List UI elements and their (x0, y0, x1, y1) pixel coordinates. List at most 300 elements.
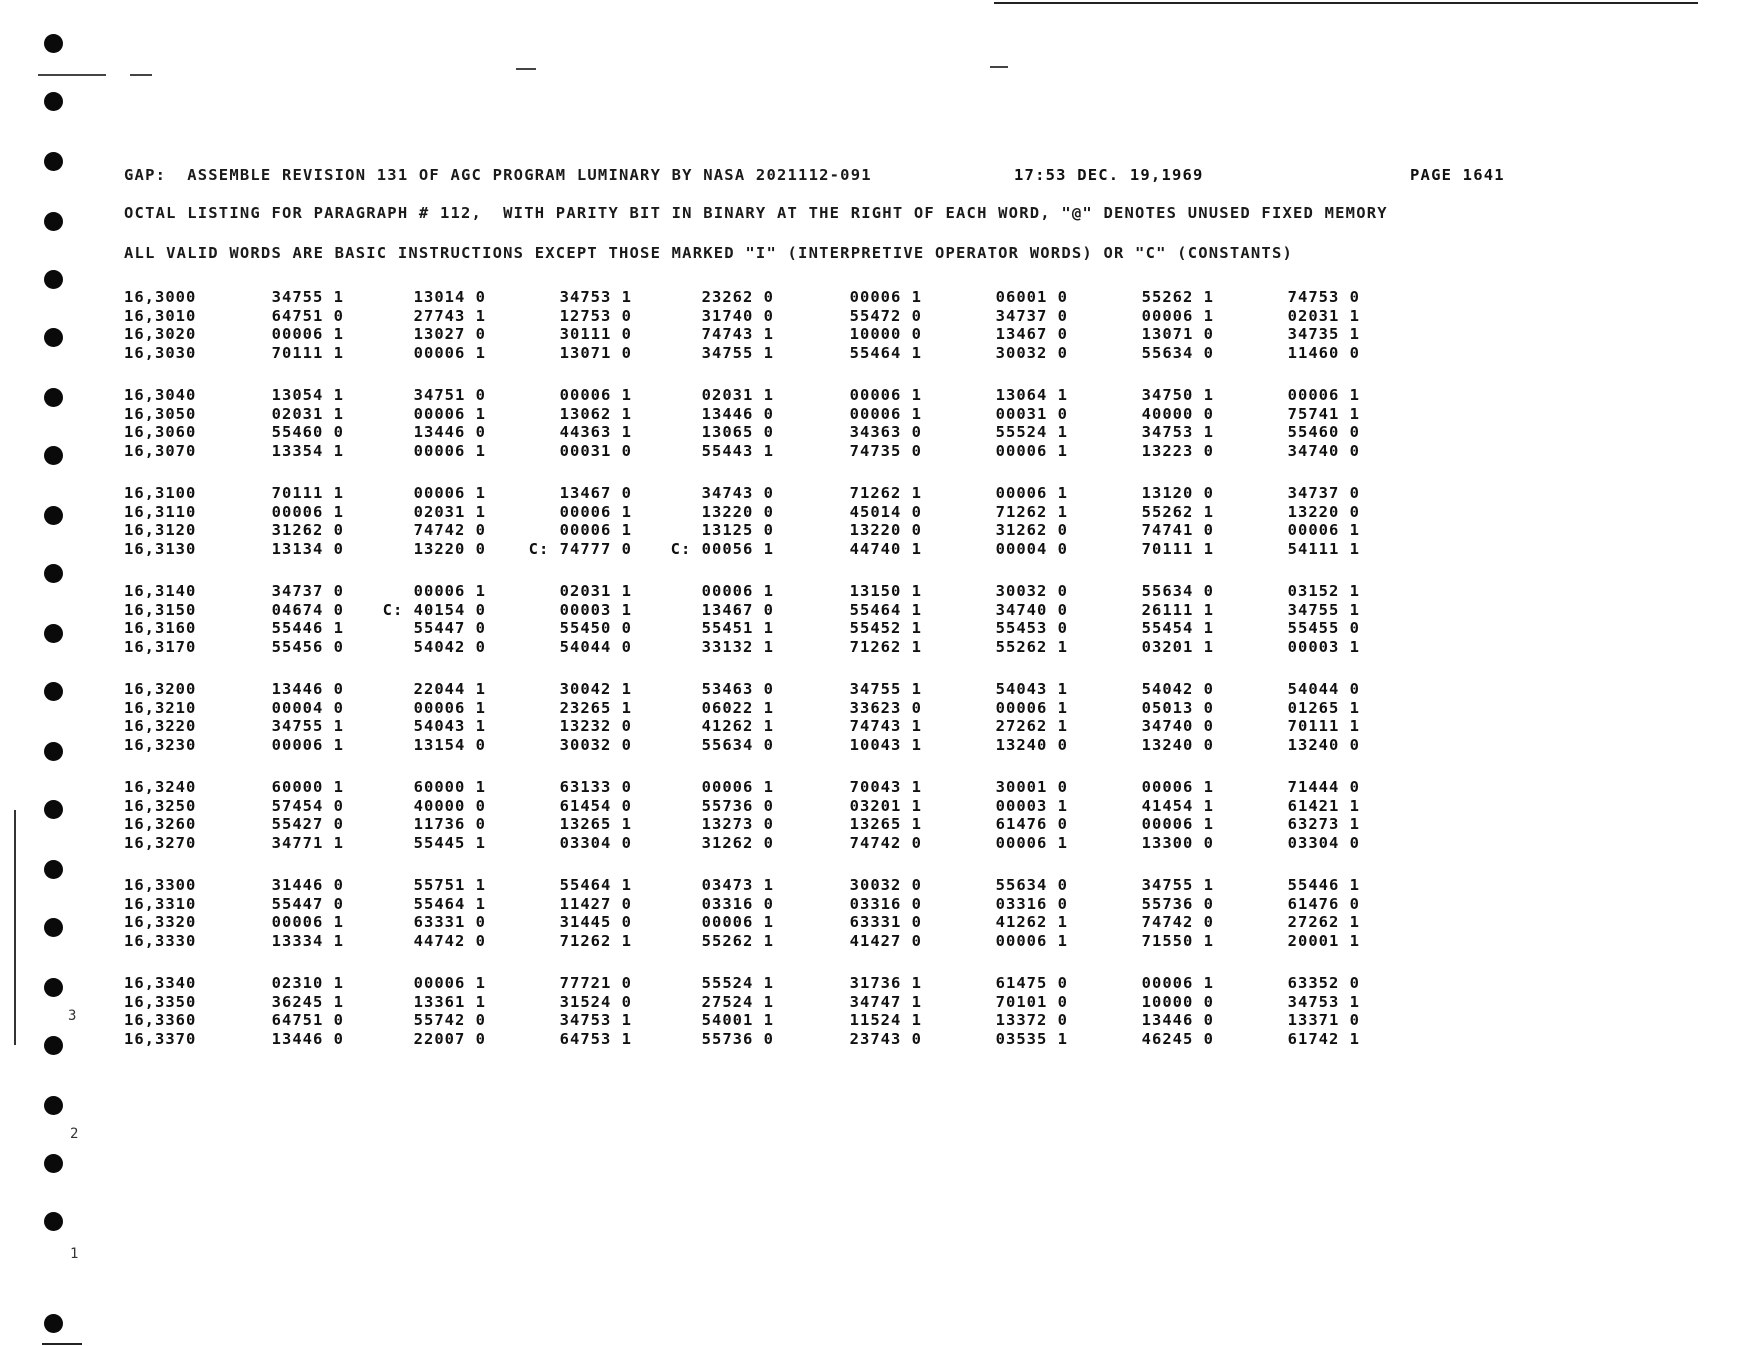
listing-block (124, 484, 1524, 582)
assembly-title: GAP: ASSEMBLE REVISION 131 OF AGC PROGRAM LUMINARY BY NASA 2021112-091 (124, 166, 872, 184)
octal-word-cell: 71262 1 (849, 637, 922, 656)
octal-word-cell: 20001 1 (1287, 931, 1360, 950)
feed-hole (44, 92, 63, 111)
address-cell: 16,3020 (124, 325, 197, 343)
octal-word-cell: 13361 1 (413, 992, 486, 1011)
octal-word-cell: 13154 0 (413, 735, 486, 754)
octal-word-cell: 03304 0 (1287, 833, 1360, 852)
address-cell: 16,3350 (124, 992, 197, 1011)
octal-word-cell: 13467 0 (559, 484, 632, 502)
octal-word-cell: 34737 0 (1287, 484, 1360, 502)
octal-word-cell: 71444 0 (1287, 778, 1360, 796)
octal-word-cell: 11427 0 (559, 894, 632, 913)
octal-word-cell: 00006 1 (413, 974, 486, 992)
octal-word-cell: 13120 0 (1141, 484, 1214, 502)
listing-row (124, 442, 1524, 461)
octal-word-cell: 63273 1 (1287, 815, 1360, 833)
octal-word-cell: 13446 0 (413, 423, 486, 441)
octal-word-cell: 36245 1 (271, 992, 344, 1011)
listing-legend: ALL VALID WORDS ARE BASIC INSTRUCTIONS EXCEPT THOSE MARKED "I" (INTERPRETIVE OPERATOR WORDS) OR "C" (CONSTANTS) (124, 244, 1294, 262)
listing-row (124, 895, 1524, 914)
octal-word-cell: 34753 1 (559, 288, 632, 306)
listing-block (124, 680, 1524, 778)
octal-word-cell: 55634 0 (995, 876, 1068, 894)
octal-word-cell: 54043 1 (995, 680, 1068, 698)
octal-word-cell: 55447 0 (413, 619, 486, 637)
octal-word-cell: 34740 0 (1141, 717, 1214, 735)
listing-row (124, 815, 1524, 834)
octal-word-cell: 55446 1 (271, 619, 344, 637)
octal-word-cell: 61476 0 (1287, 894, 1360, 913)
octal-word-cell: 00004 0 (995, 539, 1068, 558)
octal-word-cell: 13446 0 (271, 680, 344, 698)
octal-word-cell: 55446 1 (1287, 876, 1360, 894)
feed-hole (44, 1314, 63, 1333)
listing-row (124, 778, 1524, 797)
address-cell: 16,3150 (124, 600, 197, 619)
octal-word-cell: 74741 0 (1141, 521, 1214, 539)
address-cell: 16,3100 (124, 484, 197, 502)
octal-word-cell: 34740 0 (1287, 441, 1360, 460)
octal-word-cell: 13232 0 (559, 717, 632, 735)
listing-row (124, 423, 1524, 442)
octal-word-cell: 13027 0 (413, 325, 486, 343)
listing-row (124, 503, 1524, 522)
address-cell: 16,3210 (124, 698, 197, 717)
octal-word-cell: 34753 1 (1287, 992, 1360, 1011)
octal-word-cell: 13265 1 (559, 815, 632, 833)
octal-word-cell: 41427 0 (849, 931, 922, 950)
octal-word-cell: 55460 0 (271, 423, 344, 441)
octal-word-cell: 00006 1 (271, 502, 344, 521)
octal-word-cell: 55524 1 (995, 423, 1068, 441)
address-cell: 16,3360 (124, 1011, 197, 1029)
address-cell: 16,3230 (124, 735, 197, 754)
listing-row (124, 993, 1524, 1012)
octal-word-cell: C: 74777 0 (528, 539, 632, 558)
address-cell: 16,3140 (124, 582, 197, 600)
feed-hole (44, 270, 63, 289)
feed-hole (44, 152, 63, 171)
octal-word-cell: 30032 0 (995, 343, 1068, 362)
octal-word-cell: 54044 0 (1287, 680, 1360, 698)
octal-word-cell: 00006 1 (271, 913, 344, 931)
feed-hole (44, 506, 63, 525)
address-cell: 16,3060 (124, 423, 197, 441)
octal-word-cell: 34755 1 (271, 288, 344, 306)
octal-word-cell: 70111 1 (271, 343, 344, 362)
octal-word-cell: 61476 0 (995, 815, 1068, 833)
octal-word-cell: 02031 1 (701, 386, 774, 404)
octal-word-cell: 00006 1 (995, 833, 1068, 852)
octal-word-cell: 23262 0 (701, 288, 774, 306)
octal-word-cell: 34751 0 (413, 386, 486, 404)
octal-word-cell: 30032 0 (849, 876, 922, 894)
octal-word-cell: 00006 1 (413, 484, 486, 502)
octal-word-cell: 34755 1 (271, 717, 344, 735)
octal-word-cell: 30032 0 (559, 735, 632, 754)
octal-word-cell: 00004 0 (271, 698, 344, 717)
octal-word-cell: 31262 0 (701, 833, 774, 852)
octal-word-cell: 23265 1 (559, 698, 632, 717)
octal-word-cell: 00006 1 (1141, 815, 1214, 833)
octal-word-cell: 33623 0 (849, 698, 922, 717)
octal-word-cell: 61475 0 (995, 974, 1068, 992)
octal-word-cell: 31262 0 (271, 521, 344, 539)
octal-word-cell: 13240 0 (995, 735, 1068, 754)
listing-block (124, 974, 1524, 1072)
octal-word-cell: 00006 1 (995, 441, 1068, 460)
octal-word-cell: 70101 0 (995, 992, 1068, 1011)
octal-word-cell: 06022 1 (701, 698, 774, 717)
octal-word-cell: 55736 0 (701, 1029, 774, 1048)
octal-word-cell: 34747 1 (849, 992, 922, 1011)
listing-row (124, 307, 1524, 326)
octal-word-cell: 00003 1 (995, 796, 1068, 815)
octal-word-cell: 11524 1 (849, 1011, 922, 1029)
octal-word-cell: 55447 0 (271, 894, 344, 913)
octal-word-cell: 55464 1 (413, 894, 486, 913)
feed-hole (44, 1096, 63, 1115)
octal-word-cell: 55736 0 (701, 796, 774, 815)
octal-word-cell: 54111 1 (1287, 539, 1360, 558)
octal-word-cell: 55445 1 (413, 833, 486, 852)
octal-word-cell: 34735 1 (1287, 325, 1360, 343)
listing-row (124, 699, 1524, 718)
octal-word-cell: 34743 0 (701, 484, 774, 502)
octal-word-cell: 03473 1 (701, 876, 774, 894)
address-cell: 16,3170 (124, 637, 197, 656)
address-cell: 16,3260 (124, 815, 197, 833)
octal-word-cell: 27262 1 (1287, 913, 1360, 931)
octal-word-cell: 11736 0 (413, 815, 486, 833)
octal-word-cell: 34737 0 (995, 306, 1068, 325)
address-cell: 16,3270 (124, 833, 197, 852)
octal-word-cell: 02031 1 (1287, 306, 1360, 325)
feed-hole (44, 388, 63, 407)
address-cell: 16,3310 (124, 894, 197, 913)
feed-hole (44, 800, 63, 819)
octal-word-cell: 55262 1 (995, 637, 1068, 656)
octal-word-cell: 34755 1 (1287, 600, 1360, 619)
octal-word-cell: 13354 1 (271, 441, 344, 460)
octal-word-cell: 54001 1 (701, 1011, 774, 1029)
dash-mark (130, 74, 152, 76)
octal-word-cell: 34753 1 (1141, 423, 1214, 441)
octal-word-cell: 55454 1 (1141, 619, 1214, 637)
octal-word-cell: 13071 0 (1141, 325, 1214, 343)
octal-word-cell: 55451 1 (701, 619, 774, 637)
octal-word-cell: 70043 1 (849, 778, 922, 796)
tractor-feed-holes (44, 34, 68, 1334)
octal-word-cell: 70111 1 (271, 484, 344, 502)
octal-word-cell: 03316 0 (701, 894, 774, 913)
octal-word-cell: 13273 0 (701, 815, 774, 833)
octal-word-cell: 00006 1 (413, 343, 486, 362)
octal-word-cell: 55456 0 (271, 637, 344, 656)
octal-word-cell: 13467 0 (701, 600, 774, 619)
octal-word-cell: 40000 0 (1141, 404, 1214, 423)
octal-word-cell: 71262 1 (559, 931, 632, 950)
octal-word-cell: 64753 1 (559, 1029, 632, 1048)
octal-word-cell: 74742 0 (1141, 913, 1214, 931)
octal-word-cell: 13240 0 (1287, 735, 1360, 754)
octal-word-cell: 70111 1 (1141, 539, 1214, 558)
octal-word-cell: 00031 0 (559, 441, 632, 460)
octal-word-cell: 55472 0 (849, 306, 922, 325)
octal-word-cell: 03152 1 (1287, 582, 1360, 600)
octal-word-cell: 13054 1 (271, 386, 344, 404)
octal-word-cell: 00006 1 (1287, 386, 1360, 404)
octal-word-cell: 55634 0 (1141, 582, 1214, 600)
listing-row (124, 386, 1524, 405)
listing-row (124, 325, 1524, 344)
listing-row (124, 582, 1524, 601)
octal-word-cell: 00006 1 (271, 735, 344, 754)
octal-word-cell: 64751 0 (271, 1011, 344, 1029)
margin-number: 3 (68, 1008, 77, 1024)
octal-word-cell: 02031 1 (271, 404, 344, 423)
top-rule (994, 2, 1698, 4)
octal-word-cell: 54043 1 (413, 717, 486, 735)
octal-word-cell: 31446 0 (271, 876, 344, 894)
octal-word-cell: 34753 1 (559, 1011, 632, 1029)
octal-word-cell: 13223 0 (1141, 441, 1214, 460)
octal-word-cell: 31740 0 (701, 306, 774, 325)
listing-block (124, 582, 1524, 680)
octal-word-cell: 00006 1 (413, 698, 486, 717)
octal-word-cell: 00006 1 (413, 582, 486, 600)
octal-word-cell: 00006 1 (1141, 306, 1214, 325)
octal-word-cell: 63133 0 (559, 778, 632, 796)
feed-hole (44, 212, 63, 231)
octal-word-cell: 55452 1 (849, 619, 922, 637)
address-cell: 16,3000 (124, 288, 197, 306)
octal-word-cell: 74742 0 (413, 521, 486, 539)
octal-word-cell: 55443 1 (701, 441, 774, 460)
octal-word-cell: 71262 1 (849, 484, 922, 502)
octal-word-cell: 13220 0 (701, 502, 774, 521)
address-cell: 16,3110 (124, 502, 197, 521)
octal-word-cell: 40000 0 (413, 796, 486, 815)
octal-word-cell: 44740 1 (849, 539, 922, 558)
octal-word-cell: 34755 1 (1141, 876, 1214, 894)
octal-word-cell: 63331 0 (849, 913, 922, 931)
address-cell: 16,3160 (124, 619, 197, 637)
octal-word-cell: 74743 1 (701, 325, 774, 343)
octal-word-cell: 57454 0 (271, 796, 344, 815)
octal-word-cell: 22007 0 (413, 1029, 486, 1048)
octal-word-cell: 01265 1 (1287, 698, 1360, 717)
bottom-rule (42, 1343, 82, 1345)
octal-word-cell: 41262 1 (995, 913, 1068, 931)
octal-word-cell: 55427 0 (271, 815, 344, 833)
octal-word-cell: 74742 0 (849, 833, 922, 852)
listing-block (124, 386, 1524, 484)
octal-word-cell: 13071 0 (559, 343, 632, 362)
octal-word-cell: 06001 0 (995, 288, 1068, 306)
octal-word-cell: 55634 0 (701, 735, 774, 754)
octal-word-cell: 54044 0 (559, 637, 632, 656)
octal-word-cell: 02031 1 (559, 582, 632, 600)
feed-hole (44, 1212, 63, 1231)
page-number: PAGE 1641 (1410, 166, 1505, 184)
listing-row (124, 1011, 1524, 1030)
address-cell: 16,3340 (124, 974, 197, 992)
octal-word-cell: 13446 0 (271, 1029, 344, 1048)
octal-word-cell: 22044 1 (413, 680, 486, 698)
address-cell: 16,3050 (124, 404, 197, 423)
octal-word-cell: 00006 1 (701, 582, 774, 600)
octal-word-cell: 55450 0 (559, 619, 632, 637)
margin-number: 2 (70, 1126, 79, 1142)
listing-block (124, 288, 1524, 386)
octal-word-cell: 77721 0 (559, 974, 632, 992)
listing-block (124, 876, 1524, 974)
octal-word-cell: 00006 1 (559, 502, 632, 521)
octal-word-cell: 10000 0 (1141, 992, 1214, 1011)
octal-word-cell: 60000 1 (271, 778, 344, 796)
octal-word-cell: 30042 1 (559, 680, 632, 698)
octal-word-cell: C: 40154 0 (382, 600, 486, 619)
octal-word-cell: 00006 1 (271, 325, 344, 343)
octal-word-cell: 13371 0 (1287, 1011, 1360, 1029)
octal-word-cell: 61742 1 (1287, 1029, 1360, 1048)
octal-word-cell: 53463 0 (701, 680, 774, 698)
octal-word-cell: 55524 1 (701, 974, 774, 992)
feed-hole (44, 446, 63, 465)
octal-word-cell: 13134 0 (271, 539, 344, 558)
octal-word-cell: 00003 1 (1287, 637, 1360, 656)
feed-hole (44, 918, 63, 937)
dash-mark (990, 66, 1008, 68)
octal-word-cell: 27262 1 (995, 717, 1068, 735)
octal-word-cell: 00006 1 (559, 386, 632, 404)
listing-row (124, 680, 1524, 699)
listing-row (124, 619, 1524, 638)
octal-word-cell: 34737 0 (271, 582, 344, 600)
octal-word-cell: 00003 1 (559, 600, 632, 619)
margin-line (14, 810, 16, 1045)
listing-row (124, 797, 1524, 816)
octal-word-cell: 34750 1 (1141, 386, 1214, 404)
octal-word-cell: 55262 1 (1141, 502, 1214, 521)
octal-word-cell: 13125 0 (701, 521, 774, 539)
octal-word-cell: 13220 0 (849, 521, 922, 539)
address-cell: 16,3240 (124, 778, 197, 796)
octal-word-cell: 27743 1 (413, 306, 486, 325)
octal-word-cell: 12753 0 (559, 306, 632, 325)
octal-word-cell: 13334 1 (271, 931, 344, 950)
address-cell: 16,3120 (124, 521, 197, 539)
octal-word-cell: 55460 0 (1287, 423, 1360, 441)
listing-row (124, 736, 1524, 755)
octal-word-cell: 00006 1 (413, 441, 486, 460)
octal-word-cell: 44742 0 (413, 931, 486, 950)
octal-word-cell: 13150 1 (849, 582, 922, 600)
octal-word-cell: 55464 1 (849, 343, 922, 362)
octal-word-cell: 10000 0 (849, 325, 922, 343)
octal-word-cell: 30111 0 (559, 325, 632, 343)
octal-word-cell: 13220 0 (413, 539, 486, 558)
address-cell: 16,3320 (124, 913, 197, 931)
feed-hole (44, 682, 63, 701)
feed-hole (44, 860, 63, 879)
octal-word-cell: 55736 0 (1141, 894, 1214, 913)
octal-word-cell: 04674 0 (271, 600, 344, 619)
address-cell: 16,3070 (124, 441, 197, 460)
octal-word-cell: 63352 0 (1287, 974, 1360, 992)
octal-word-cell: 13065 0 (701, 423, 774, 441)
octal-word-cell: 60000 1 (413, 778, 486, 796)
octal-word-cell: 55742 0 (413, 1011, 486, 1029)
octal-word-cell: 03201 1 (849, 796, 922, 815)
listing-row (124, 834, 1524, 853)
octal-word-cell: 00006 1 (995, 484, 1068, 502)
octal-word-cell: 00006 1 (701, 778, 774, 796)
listing-row (124, 932, 1524, 951)
octal-word-cell: 31445 0 (559, 913, 632, 931)
octal-word-cell: 34740 0 (995, 600, 1068, 619)
feed-hole (44, 742, 63, 761)
feed-hole (44, 978, 63, 997)
octal-word-cell: 13265 1 (849, 815, 922, 833)
address-cell: 16,3370 (124, 1029, 197, 1048)
octal-word-cell: 02310 1 (271, 974, 344, 992)
address-cell: 16,3300 (124, 876, 197, 894)
octal-word-cell: 00006 1 (1141, 778, 1214, 796)
octal-word-cell: 13220 0 (1287, 502, 1360, 521)
octal-word-cell: 13014 0 (413, 288, 486, 306)
octal-word-cell: 00031 0 (995, 404, 1068, 423)
listing-row (124, 484, 1524, 503)
dash-mark (516, 68, 536, 70)
octal-word-cell: 41262 1 (701, 717, 774, 735)
octal-word-cell: 71262 1 (995, 502, 1068, 521)
octal-word-cell: 23743 0 (849, 1029, 922, 1048)
feed-hole (44, 328, 63, 347)
timestamp: 17:53 DEC. 19,1969 (1014, 166, 1204, 184)
octal-word-cell: 74743 1 (849, 717, 922, 735)
octal-word-cell: C: 00056 1 (670, 539, 774, 558)
octal-word-cell: 70111 1 (1287, 717, 1360, 735)
octal-word-cell: 00006 1 (413, 404, 486, 423)
octal-word-cell: 30001 0 (995, 778, 1068, 796)
octal-word-cell: 55464 1 (559, 876, 632, 894)
octal-word-cell: 64751 0 (271, 306, 344, 325)
listing-row (124, 540, 1524, 559)
octal-word-cell: 61454 0 (559, 796, 632, 815)
octal-word-cell: 71550 1 (1141, 931, 1214, 950)
octal-word-cell: 00006 1 (849, 404, 922, 423)
octal-word-cell: 55464 1 (849, 600, 922, 619)
octal-word-cell: 44363 1 (559, 423, 632, 441)
octal-word-cell: 34363 0 (849, 423, 922, 441)
margin-number: 1 (70, 1246, 79, 1262)
octal-word-cell: 00006 1 (849, 288, 922, 306)
listing-row (124, 288, 1524, 307)
address-cell: 16,3330 (124, 931, 197, 950)
octal-word-cell: 74753 0 (1287, 288, 1360, 306)
octal-word-cell: 26111 1 (1141, 600, 1214, 619)
octal-word-cell: 00006 1 (849, 386, 922, 404)
octal-word-cell: 13467 0 (995, 325, 1068, 343)
octal-word-cell: 55262 1 (701, 931, 774, 950)
listing-row (124, 876, 1524, 895)
address-cell: 16,3030 (124, 343, 197, 362)
octal-word-cell: 55751 1 (413, 876, 486, 894)
octal-word-cell: 00006 1 (995, 698, 1068, 717)
